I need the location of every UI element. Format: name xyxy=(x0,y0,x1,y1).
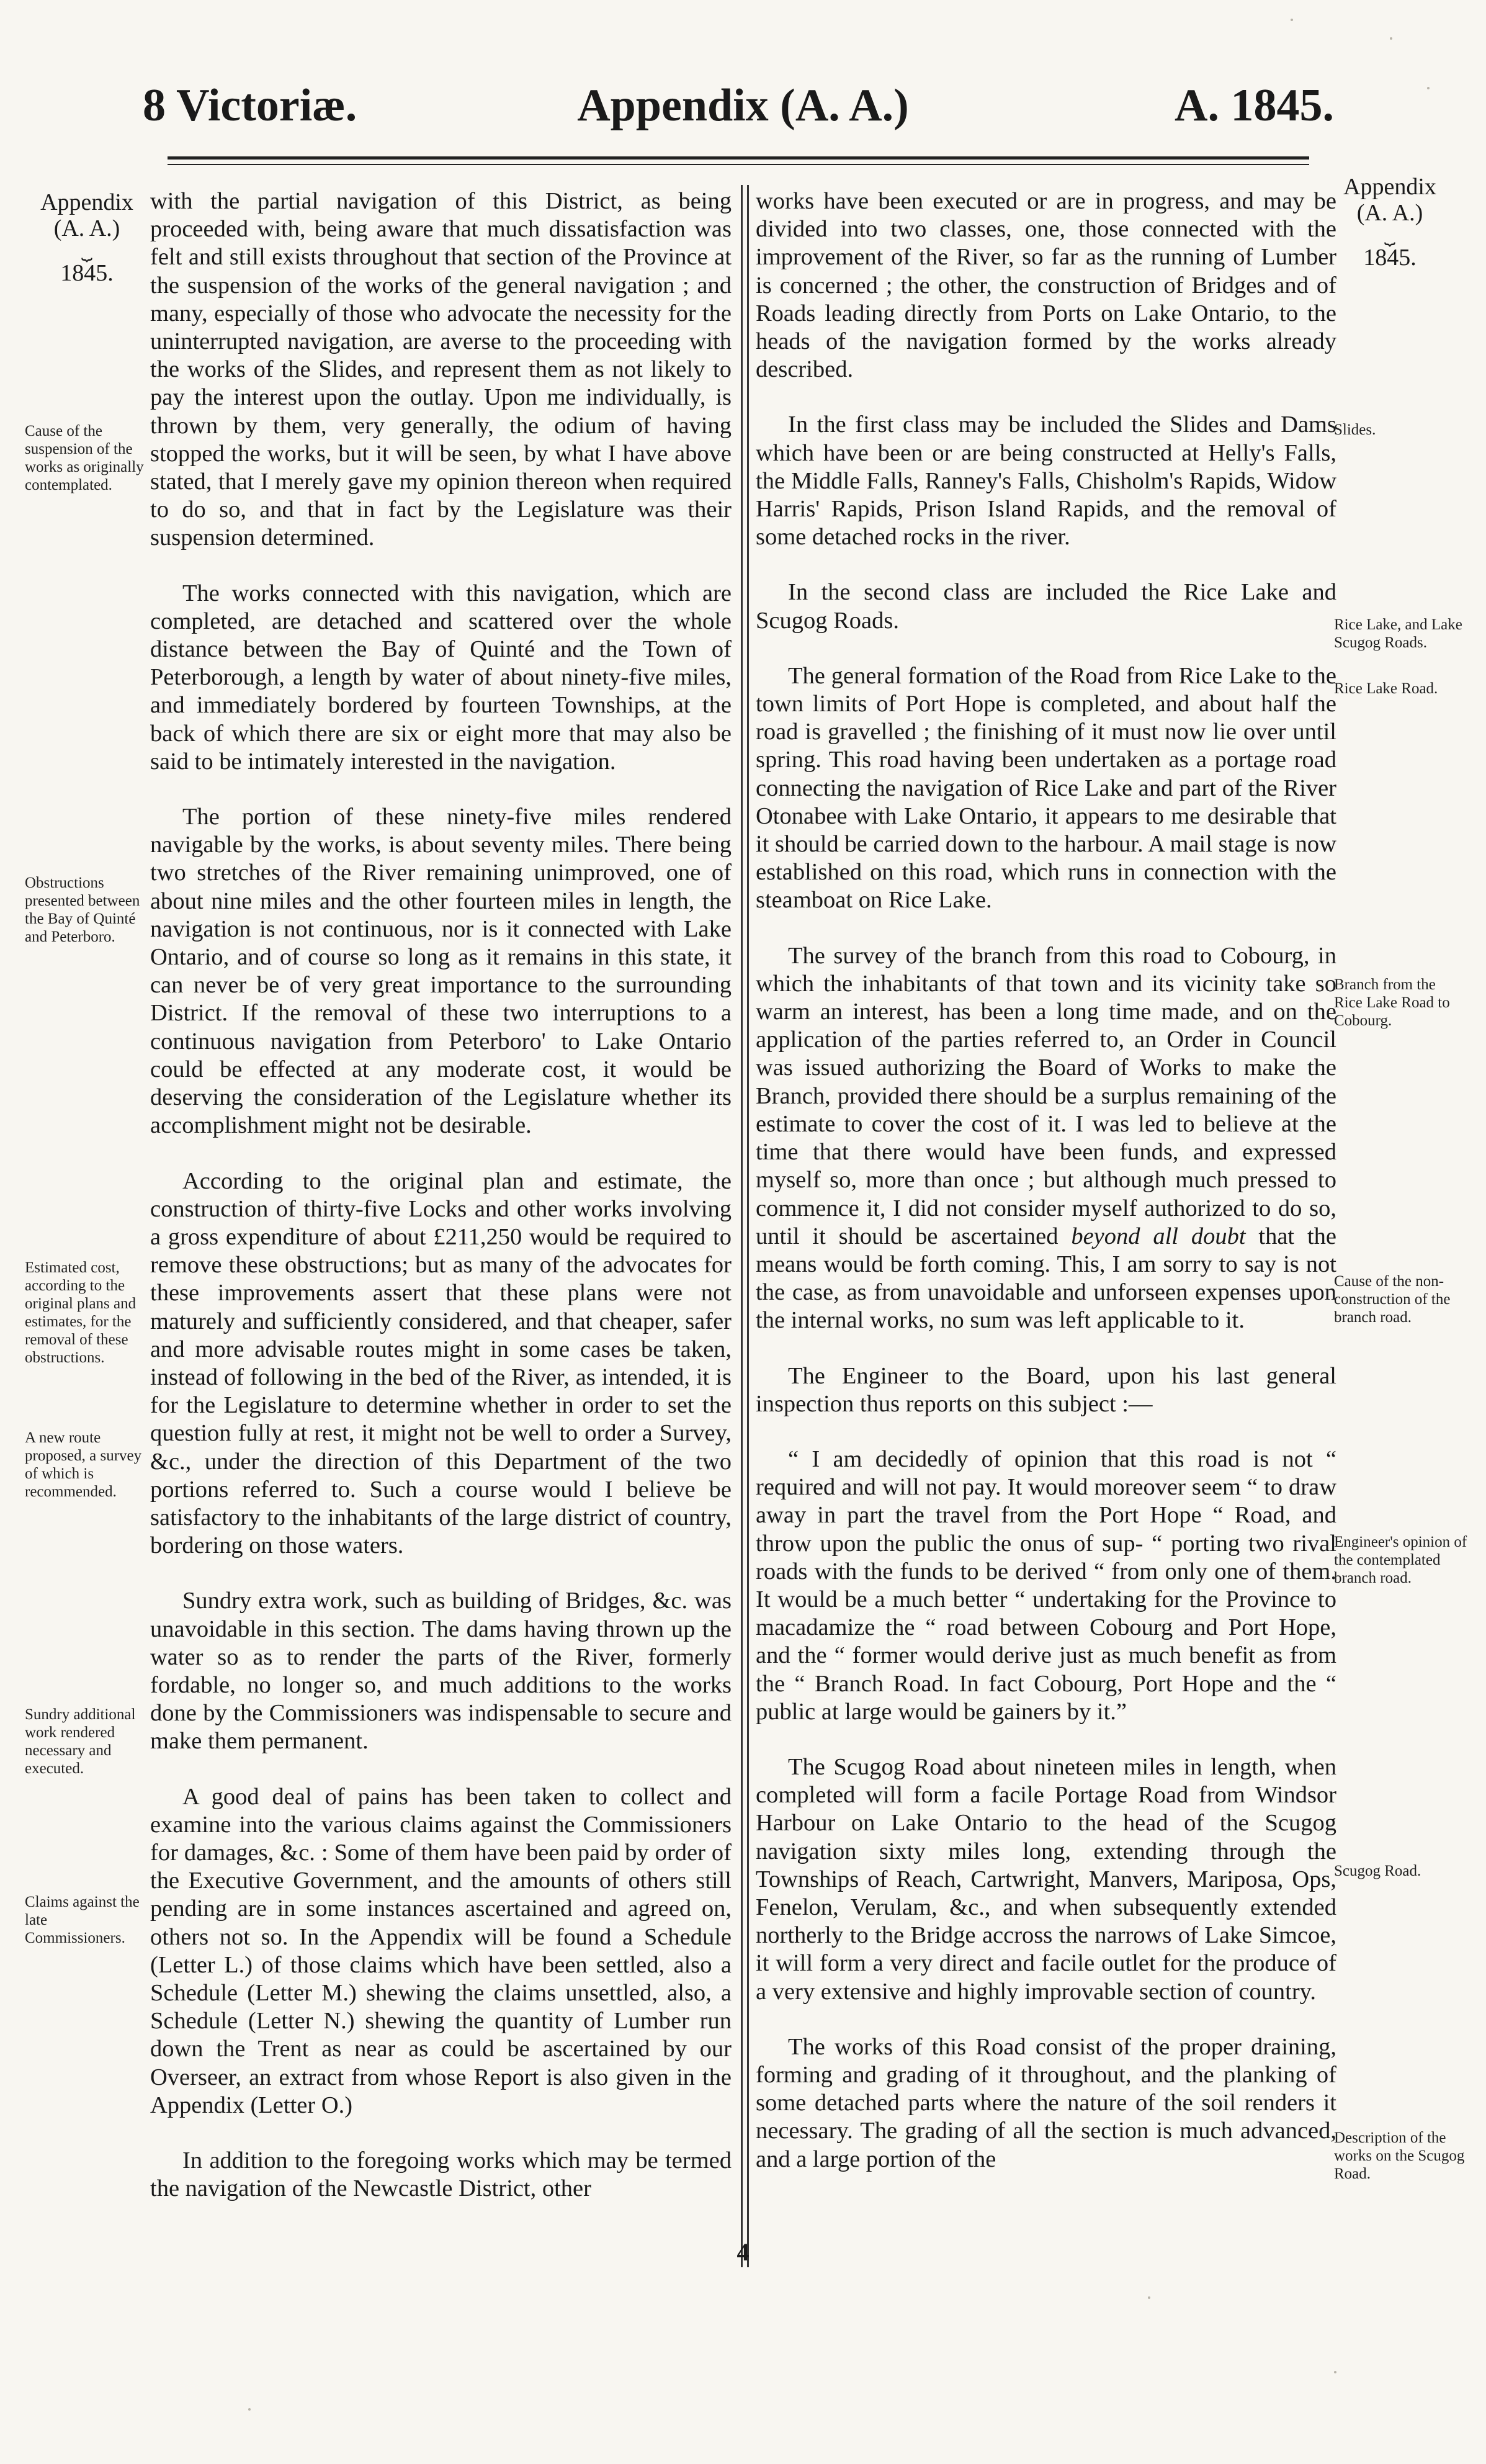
margin-note-sundry: Sundry additional work rendered necessary and executed. xyxy=(25,1706,136,1777)
paragraph xyxy=(756,942,1336,1335)
appendix-tag-year: 1845. xyxy=(60,260,114,286)
paper-speck xyxy=(1291,19,1293,21)
page-number: 4 xyxy=(736,2238,750,2266)
brace-icon: ⏟ xyxy=(81,240,92,261)
paragraph: The general formation of the Road from Rice Lake to the town limits of Port Hope is completed, and about half the road is gravelled ; the finishing of it must now lie over until spring. This road having been undertaken as a portage road connecting the navigation of Rice Lake and part of the River Otonabee with Lake Ontario, it appears to me desirable that it should be carried down to the harbour. A mail stage is now established on this road, which runs in connection with the steamboat on Rice Lake. xyxy=(756,662,1336,914)
header-year: A. 1845. xyxy=(1175,80,1334,131)
margin-note-description: Description of the works on the Scugog Road. xyxy=(1334,2129,1465,2182)
margin-note-scugog-road: Scugog Road. xyxy=(1334,1863,1421,1879)
header-title: Appendix (A. A.) xyxy=(577,80,909,131)
appendix-tag-title: Appendix xyxy=(40,189,133,215)
margin-note-obstructions: Obstructions presented between the Bay of Quinté and Peterboro. xyxy=(25,875,140,945)
margin-note-rice-lake-road: Rice Lake Road. xyxy=(1334,680,1438,697)
paragraph: The Scugog Road about nineteen miles in length, when completed will form a facile Portage Road from Windsor Harbour on Lake Ontario to the head of the Scugog navigation sixty miles long, extending through the Townships of Reach, Cartwright, Manvers, Mariposa, Ops, Fenelon, Verulam, &c., and when subsequently extended northerly to the Bridge accross the narrows of Lake Simcoe, it will form a very direct and facile outlet for the produce of a very extensive and highly improvable section of country. xyxy=(756,1753,1336,2005)
appendix-tag-left xyxy=(31,189,143,286)
column-divider xyxy=(747,185,749,2267)
left-column xyxy=(150,187,732,2203)
header-rule-thick xyxy=(168,156,1309,160)
emphasis-text: beyond all doubt xyxy=(1071,1223,1246,1249)
paragraph: A good deal of pains has been taken to collect and examine into the various claims against the Commissioners for damages, &c. : Some of them have been paid by order of the Executive Government, and the amounts of others still pending are in some instances ascertained and agreed on, others not so. In the Appendix will be found a Schedule (Letter L.) of those claims which have been settled, also a Schedule (Letter M.) shewing the claims unsettled, also, a Schedule (Letter N.) shewing the quantity of Lumber run down the Trent as near as could be ascertained by our Overseer, an extract from whose Report is also given in the Appendix (Letter O.) xyxy=(150,1783,732,2118)
paragraph: In the second class are included the Rice Lake and Scugog Roads. xyxy=(756,579,1336,634)
paragraph: The portion of these ninety-five miles rendered navigable by the works, is about seventy miles. There being two stretches of the River remaining unimproved, one of about nine miles and the other fourteen miles in length, the navigation is not continuous, nor is it connected with Lake Ontario, and of course so long as it remains in this state, it can never be of very great importance to the surrounding District. If the removal of these two interruptions to a continuous navigation from Peterboro' to Lake Ontario could be effected at any moderate cost, it would be deserving the consideration of the Legislature whether its accomplishment might not be desirable. xyxy=(150,804,732,1139)
brace-icon: ⏟ xyxy=(1384,225,1395,245)
margin-note-slides: Slides. xyxy=(1334,421,1376,438)
margin-note-estimated-cost: Estimated cost, according to the original plans and estimates, for the removal of these obstructions. xyxy=(25,1259,137,1366)
paragraph: The Engineer to the Board, upon his last general inspection thus reports on this subject :— xyxy=(756,1362,1336,1417)
header-session: 8 Victoriæ. xyxy=(143,80,357,131)
text-run: The survey of the branch from this road to Cobourg, in which the inhabitants of that town and its vicinity take so warm an interest, has been a long time made, and on the application of the parties referred to, an Order in Council was issued authorizing the Board of Works to make the Branch, provided there should be a surplus remaining of the estimate to cover the cost of it. I was led to believe at the time that there would have been funds, and expressed myself so, more than once ; but although much pressed to commence it, I did not consider myself authorized to do so, until it should be ascertained xyxy=(756,942,1336,1249)
text-run: that the means would be forth coming. This, I am sorry to say is not the case, as from unavoidable and unforseen expenses upon the internal works, no sum was left applicable to it. xyxy=(756,1223,1336,1334)
running-header xyxy=(0,74,1486,149)
header-rule-thin xyxy=(168,164,1309,165)
appendix-tag-label: (A. A.) xyxy=(53,215,120,241)
appendix-tag-label: (A. A.) xyxy=(1356,200,1423,226)
paper-speck xyxy=(1334,2371,1336,2373)
paragraph: According to the original plan and estimate, the construction of thirty-five Locks and other works involving a gross expenditure of about £211,250 would be required to remove these obstructions; but as many of the advocates for these improvements assert that these plans were not maturely and sufficiently considered, and that cheaper, safer and more advisable routes might in some cases be taken, instead of following in the bed of the River, as intended, it is for the Legislature to determine whether in order to set the question fully at rest, it might not be well to order a Survey, &c., under the direction of this Department of the two portions referred to. Such a course would I believe be satisfactory to the inhabitants of the large district of country, bordering on those waters. xyxy=(150,1167,732,1559)
paragraph: with the partial navigation of this District, as being proceeded with, being aware that much dissatisfaction was felt and still exists throughout that section of the Province at the suspension of the works of the general navigation ; and many, especially of those who advocate the necessity for the uninterrupted navigation, are averse to the proceeding with the works of the Slides, and represent them as not likely to pay the interest upon the outlay. Upon me individually, is thrown by them, very generally, the odium of having stopped the works, but it will be seen, by what I have above stated, that I merely gave my opinion thereon when required to do so, and that in fact by the Legislature was their suspension determined. xyxy=(150,188,732,551)
paragraph: In addition to the foregoing works which may be termed the navigation of the Newcastle District, other xyxy=(150,2147,732,2202)
appendix-tag-title: Appendix xyxy=(1343,174,1436,200)
margin-note-cause: Cause of the suspension of the works as originally contemplated. xyxy=(25,423,144,493)
paper-speck xyxy=(1390,37,1392,40)
margin-note-rice-lake-scugog: Rice Lake, and Lake Scugog Roads. xyxy=(1334,616,1462,651)
paragraph: The works of this Road consist of the proper draining, forming and grading of it throughout, and the planking of some detached parts where the nature of the soil renders it necessary. The grading of all the section is much advanced, and a large portion of the xyxy=(756,2033,1336,2172)
paragraph: works have been executed or are in progress, and may be divided into two classes, one, those connected with the improvement of the River, so far as the running of Lumber is concerned ; the other, the construction of Bridges and of Roads leading directly from Ports on Lake Ontario, to the heads of the navigation formed by the works already described. xyxy=(756,188,1336,383)
paragraph: Sundry extra work, such as building of Bridges, &c. was unavoidable in this section. The dams having thrown up the water so as to render the parts of the River, formerly fordable, no longer so, and much additions to the works done by the Commissioners was indispensable to secure and make them permanent. xyxy=(150,1588,732,1755)
column-divider xyxy=(741,185,743,2267)
paper-speck xyxy=(1148,2296,1150,2299)
margin-note-cause-non-construction: Cause of the non-construction of the branch road. xyxy=(1334,1273,1451,1326)
paragraph: The works connected with this navigation, which are completed, are detached and scattered over the whole distance between the Bay of Quinté and the Town of Peterborough, a length by water of about ninety-five miles, and immediately bordered by fourteen Townships, at the back of which there are six or eight more that may also be said to be intimately interested in the navigation. xyxy=(150,580,732,775)
appendix-tag-right xyxy=(1334,174,1446,271)
margin-note-branch: Branch from the Rice Lake Road to Cobourg. xyxy=(1334,976,1450,1029)
appendix-tag-year: 1845. xyxy=(1363,245,1417,271)
right-column xyxy=(756,187,1336,2174)
paper-speck xyxy=(248,2408,251,2411)
margin-note-claims: Claims against the late Commissioners. xyxy=(25,1894,140,1946)
margin-note-engineer: Engineer's opinion of the contemplated branch road. xyxy=(1334,1534,1467,1586)
quotation: “ I am decidedly of opinion that this road is not “ required and will not pay. It would moreover seem “ to draw away in part the travel from the Port Hope “ Road, and throw upon the public the onus of sup- “ porting two rival roads with the funds to be derived “ from only one of them. It would be a much better “ undertaking for the Province to macadamize the “ road between Cobourg and Port Hope, and the “ former would derive just as much benefit as from the “ Branch Road. In fact Cobourg, Port Hope and the “ public at large would be gainers by it.” xyxy=(756,1446,1336,1725)
margin-note-new-route: A new route proposed, a survey of which is recommended. xyxy=(25,1429,142,1500)
paper-speck xyxy=(1427,87,1430,89)
paragraph: In the first class may be included the Slides and Dams which have been or are being constructed at Helly's Falls, the Middle Falls, Ranney's Falls, Chisholm's Rapids, Widow Harris' Rapids, Prison Island Rapids, and the removal of some detached rocks in the river. xyxy=(756,411,1336,551)
